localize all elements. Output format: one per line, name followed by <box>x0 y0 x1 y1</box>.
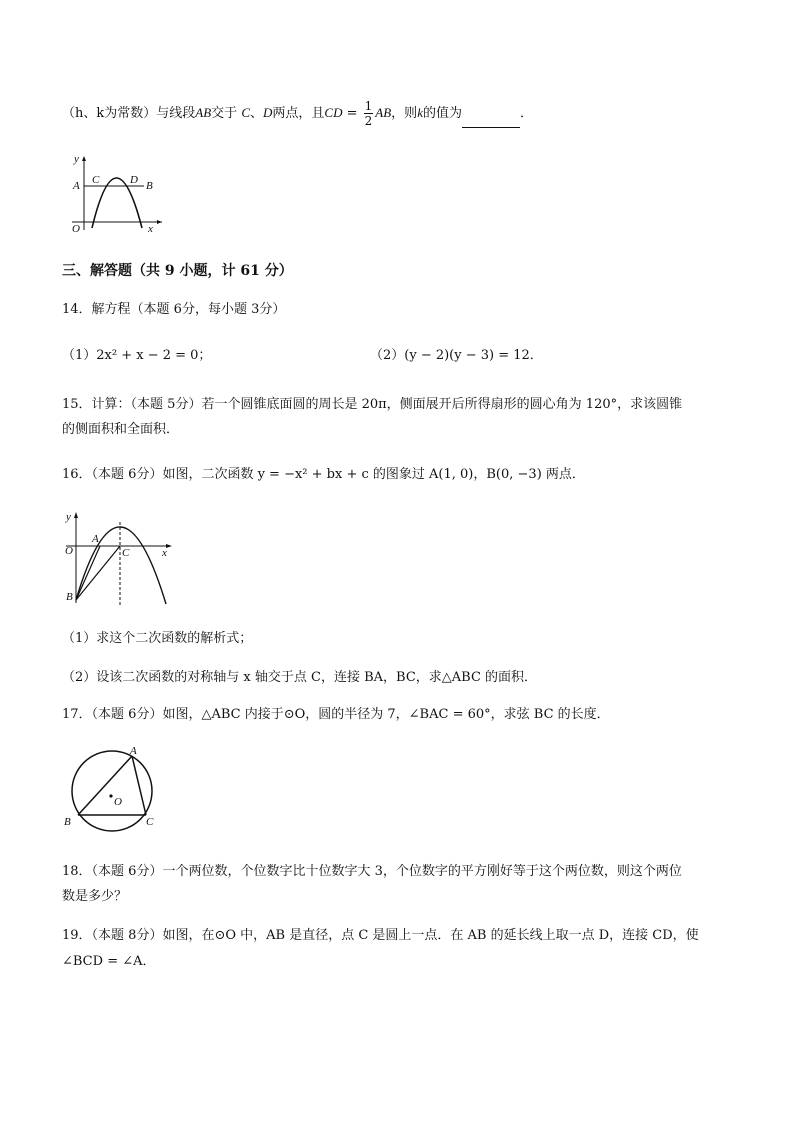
q13-label-o: O <box>72 223 80 235</box>
q13-eq: = <box>342 106 362 121</box>
q18-line2: 数是多少？ <box>62 889 128 904</box>
q17-circle-figure <box>62 745 172 835</box>
q13-text <box>62 99 533 128</box>
q13-mid: 交于 <box>211 106 238 121</box>
q15-line2: 的侧面积和全面积． <box>62 422 180 437</box>
q13-label-c: C <box>92 174 100 186</box>
q13-ab: AB <box>195 105 212 120</box>
q16-label-x: x <box>162 547 167 559</box>
q16-label-y: y <box>66 511 71 523</box>
q13-prefix: （h、k为常数）与线段 <box>62 106 196 121</box>
q16-label-b: B <box>66 591 73 603</box>
q18-line1: 18．（本题 6分）一个两位数，个位数字比十位数字大 3，个位数字的平方刚好等于这个两位数，则这个两位 <box>62 864 682 879</box>
q13-label-y: y <box>74 153 79 165</box>
q13-c: C <box>241 105 250 120</box>
q13-mid3: ，则 <box>391 106 418 121</box>
q14-part1: （1）2x² + x − 2 = 0； <box>62 348 212 363</box>
q13-label-x: x <box>148 223 153 235</box>
q13-cd: CD <box>324 105 343 120</box>
q13-end: ． <box>519 106 533 121</box>
q13-d: D <box>263 105 273 120</box>
q19-line2: ∠BCD = ∠A． <box>62 954 156 969</box>
q14-part2: （2）(y − 2)(y − 3) = 12． <box>370 348 543 363</box>
q13-suffix: 的值为 <box>422 106 462 121</box>
q16-title: 16．（本题 6分）如图，二次函数 y = −x² + bx + c 的图象过 A(1, 0)，B(0, −3) 两点． <box>62 467 585 482</box>
q13-k: k <box>417 105 423 120</box>
q13-label-a: A <box>73 180 80 192</box>
q16-label-c: C <box>122 547 130 559</box>
q13-ab2: AB <box>375 105 392 120</box>
q17-title: 17．（本题 6分）如图，△ABC 内接于⊙O，圆的半径为 7，∠BAC = 60°，求弦 BC 的长度． <box>62 707 610 722</box>
q13-label-d: D <box>130 174 138 186</box>
q13-sep: 、 <box>249 106 263 121</box>
q17-label-b: B <box>64 816 71 828</box>
q13-fraction-den: 2 <box>364 114 373 128</box>
q16-parabola-figure <box>62 508 182 608</box>
q17-label-o: O <box>114 796 122 808</box>
q17-label-c: C <box>146 816 154 828</box>
answer-blank <box>462 114 520 128</box>
q16-label-a: A <box>92 533 99 545</box>
q13-label-b: B <box>146 180 153 192</box>
section-title: 三、解答题（共 9 小题，计 61 分） <box>62 263 293 279</box>
q16-label-o: O <box>65 545 73 557</box>
q13-parabola-figure <box>62 150 172 235</box>
q13-fraction-num: 1 <box>364 99 373 113</box>
q16-part1: （1）求这个二次函数的解析式； <box>62 631 253 646</box>
q15-line1: 15．计算：（本题 5分）若一个圆锥底面圆的周长是 20π，侧面展开后所得扇形的圆心角为 120°，求该圆锥 <box>62 397 683 412</box>
q13-mid2: 两点，且 <box>272 106 325 121</box>
q16-part2: （2）设该二次函数的对称轴与 x 轴交于点 C，连接 BA，BC，求△ABC 的面积． <box>62 670 538 685</box>
q13-fraction <box>364 99 374 128</box>
q14-title: 14．解方程（本题 6分，每小题 3分） <box>62 302 286 317</box>
q17-label-a: A <box>130 745 137 757</box>
q19-line1: 19．（本题 8分）如图，在⊙O 中，AB 是直径，点 C 是圆上一点．在 AB 的延长线上取一点 D，连接 CD，使 <box>62 928 699 943</box>
